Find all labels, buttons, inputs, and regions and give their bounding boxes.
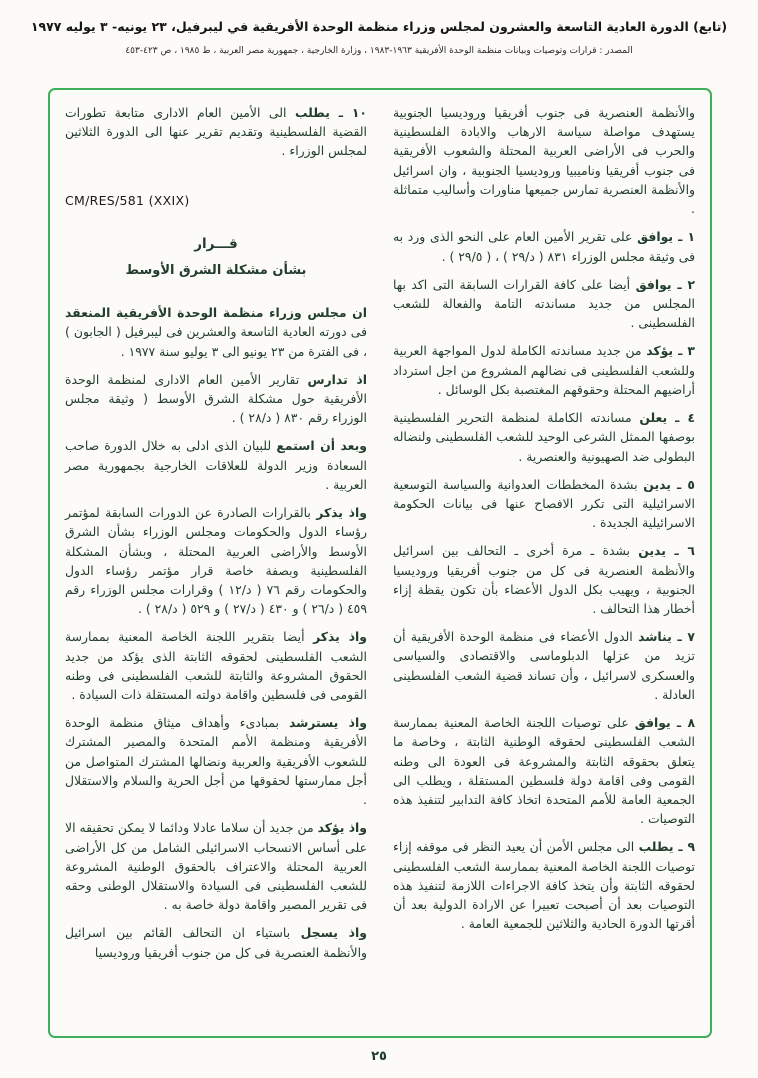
paragraph-text: على توصيات اللجنة الخاصة المعنية بممارسة الشعب الفلسطينى لحقوقه الوطنية الثابتة ، وخاصة ما يتعلق بحقوقه الثابتة والمشروعة فى العودة الى وطنه القومى وفى اقامة دولة فلسطين المستقلة ، ويطلب الى الجمعية العامة للأمم المتحدة اتخاذ كافة التدابير لتنفيذ هذه التوصيات . xyxy=(393,715,695,827)
paragraph-text: بشدة ـ مرة أخرى ـ التحالف بين اسرائيل والأنظمة العنصرية فى كل من جنوب أفريقيا وروديسيا الجنوبية ، ويهيب بكل الدول الأعضاء بأن تكون يقظة إزاء أخطار هذا التحالف . xyxy=(393,543,695,617)
paragraph xyxy=(393,103,695,218)
paragraph xyxy=(65,627,367,704)
paragraph xyxy=(393,713,695,828)
paragraph xyxy=(393,541,695,618)
paragraph-lead: ٦ ـ يدين xyxy=(638,543,695,559)
header-source-line: المصدر : قرارات وتوصيات وبيانات منظمة الوحدة الأفريقية ١٩٦٣-١٩٨٣ ، وزارة الخارجية ، جمهورية مصر العربية ، ط ١٩٨٥ ، ص ٤٢٣-٤٥٣ xyxy=(125,45,633,56)
paragraph-text: بالقرارات الصادرة عن الدورات السابقة لمؤتمر رؤساء الدول والحكومات ومجلس الوزراء بشأن الشرق الأوسط والأراضى العربية المحتلة ، وبشأن المشكلة الفلسطينية وبصفة خاصة قرار مؤتمر رؤساء الدول والحكومات رقم ٧٦ ( د/١٢ ) وقرارات مجلس الوزراء رقم ٤٥٩ ( د/٢٦ ) و ٤٣٠ ( د/٢٧ ) و ٥٢٩ ( د/٢٨ ) . xyxy=(65,505,367,617)
paragraph-lead: واذ يؤكد xyxy=(317,820,368,836)
paragraph xyxy=(65,923,367,961)
right-paragraph-list xyxy=(393,103,695,934)
paragraph-text: بمبادىء وأهداف ميثاق منظمة الوحدة الأفريقية ومنظمة الأمم المتحدة والمصير المشترك للشعوب الأفريقية والعربية ونضالها المشترك المتواصل من أجل ممارستها لحقوقها من أجل الحرية والسلام والاستقلال . xyxy=(65,715,367,808)
paragraph-lead: ٥ ـ يدين xyxy=(643,476,695,492)
paragraph-text: الدول الأعضاء فى منظمة الوحدة الأفريقية أن تزيد من عزلها الدبلوماسى والاقتصادى والسياسى والعسكرى لاسرائيل ، وأن تساند قضية الشعب الفلسطينى العادلة . xyxy=(393,629,695,702)
paragraph-lead: ٧ ـ يناشد xyxy=(638,629,695,645)
column-right xyxy=(393,103,695,1023)
column-left xyxy=(65,103,367,1023)
paragraph-text: من جديد أن سلاما عادلا ودائما لا يمكن تحقيقه الا على أساس الانسحاب الاسرائيلى الشامل من كل الأراضى العربية المحتلة والاعتراف بالحقوق الوطنية المشروعة للشعب الفلسطينى فى السيادة والاستقلال الوطنى وحقه فى تقرير المصير واقامة دولة خاصة به . xyxy=(65,820,367,913)
paragraph-text: على تقرير الأمين العام على النحو الذى ورد به فى وثيقة مجلس الوزراء ٨٣١ ( د/٢٩ ) ، ( ٢٩/٥ ) . xyxy=(393,229,695,264)
paragraph xyxy=(65,713,367,809)
text-columns xyxy=(65,103,695,1023)
paragraph-lead: واذ يسترشد xyxy=(288,715,367,731)
paragraph-lead: ٩ ـ يطلب xyxy=(638,839,696,855)
paragraph-text: باستياء ان التحالف القائم بين اسرائيل والأنظمة العنصرية فى كل من جنوب أفريقيا وروديسيا xyxy=(65,925,367,960)
paragraph xyxy=(393,341,695,399)
paragraph xyxy=(393,837,695,933)
paragraph-lead: ١ ـ يوافق xyxy=(637,229,696,245)
paragraph-text: الى مجلس الأمن أن يعيد النظر فى موقفه إزاء توصيات اللجنة الخاصة المعنية بممارسة الشعب الفلسطينى لحقوقه الثابتة وأن يتخذ كافة الاجراءات اللازمة لتنفيذ هذه التوصيات بعد أن أصبحت تعبيرا عن الارادة الدولية بعد أن أقرتها الدورة الحادية والثلاثين للجمعية العامة . xyxy=(393,839,695,932)
paragraph-lead: ١٠ ـ يطلب xyxy=(294,105,367,120)
paragraph-text: الى الأمين العام الادارى متابعة تطورات القضية الفلسطينية وتقديم تقرير عنها الى الدورة الثلاثين لمجلس الوزراء . xyxy=(65,105,367,159)
paragraph xyxy=(65,818,367,914)
paragraph-lead: ان مجلس وزراء منظمة الوحدة الأفريقية المنعقد xyxy=(65,305,367,321)
paragraph-text: والأنظمة العنصرية فى جنوب أفريقيا وروديسيا الجنوبية يستهدف مواصلة سياسة الارهاب والابادة الفلسطينية والحرب فى الأراضى العربية المحتلة والشعوب الأفريقية فى جنوب أفريقيا وناميبيا وروديسيا الجنوبية ، وان اسرائيل والأنظمة العنصرية تمارس جميعها مناورات وأساليب متماثلة . xyxy=(393,105,695,217)
page-number: ٢٥ xyxy=(371,1049,387,1064)
paragraph-lead: وبعد أن استمع xyxy=(276,438,367,454)
paragraph-text: تقارير الأمين العام الادارى لمنظمة الوحدة الأفريقية حول مشكلة الشرق الأوسط ( وثيقة مجلس الوزراء رقم ٨٣٠ ( د/٢٨ ) . xyxy=(65,371,367,426)
paragraph-lead: واذ يذكر xyxy=(316,505,367,521)
resolution-ref: CM/RES/581 (XXIX) xyxy=(65,192,190,208)
paragraph xyxy=(65,303,367,361)
paragraph xyxy=(393,227,695,265)
paragraph-text: مساندته الكاملة لمنظمة التحرير الفلسطينية بوصفها الممثل الشرعى الوحيد للشعب الفلسطينى ولنضاله البطولى ضد الصهيونية والعنصرية . xyxy=(393,410,695,464)
paragraph-text: بشدة المخططات العدوانية والسياسة التوسعية الاسرائيلية التى تكرر الافصاح عنها فى بيانات الحكومة الاسرائيلية الجديدة . xyxy=(393,476,695,531)
closing-item-paragraph xyxy=(65,103,367,161)
resolution-subtitle: بشأن مشكلة الشرق الأوسط xyxy=(125,262,307,278)
paragraph-lead: واذ يسجل xyxy=(300,925,367,941)
paragraph xyxy=(65,503,367,618)
paragraph xyxy=(393,627,695,704)
paragraph-text: للبيان الذى ادلى به خلال الدورة صاحب السعادة وزير الدولة للعلاقات الخارجية بجمهورية مصر العربية . xyxy=(65,438,367,492)
paragraph-text: من جديد مساندته الكاملة لدول المواجهة العربية وللشعب الفلسطينى فى نضالهم المشروع من اجل استرداد أراضيهم المحتلة وحقوقهم المغتصبة بكل الوسائل . xyxy=(393,343,695,397)
paragraph-text: أيضا على كافة القرارات السابقة التى اكد بها المجلس من جديد مساندته التامة والفعالة للشعب الفلسطينى . xyxy=(393,276,695,331)
left-paragraph-list xyxy=(65,303,367,962)
paragraph xyxy=(393,275,695,333)
paragraph xyxy=(393,475,695,533)
paragraph xyxy=(65,370,367,428)
resolution-title: قـــرار xyxy=(194,236,238,253)
paragraph-text: أيضا بتقرير اللجنة الخاصة المعنية بممارسة الشعب الفلسطينى لحقوقه الثابتة الذى يؤكد من جديد الحقوق المشروعة والثابتة للشعب الفلسطينى فى وطنه القومى فى فلسطين واقامة دولته المستقلة ذات السيادة . xyxy=(65,629,367,703)
paragraph-lead: ٤ ـ يعلن xyxy=(639,410,696,426)
paragraph xyxy=(65,436,367,494)
paragraph-lead: اذ تدارس xyxy=(307,371,367,387)
paragraph-lead: ٢ ـ يوافق xyxy=(635,276,696,292)
paragraph-lead: ٣ ـ يؤكد xyxy=(646,343,695,359)
paragraph-text: فى دورته العادية التاسعة والعشرين فى ليبرفيل ( الجابون ) ، فى الفترة من ٢٣ يونيو الى ٣ يوليو سنة ١٩٧٧ . xyxy=(65,324,367,359)
paragraph xyxy=(393,408,695,466)
page-header xyxy=(0,0,758,57)
paragraph-lead: واذ يذكر xyxy=(313,629,367,645)
paragraph-lead: ٨ ـ يوافق xyxy=(634,715,696,731)
header-session-line: (تابع) الدورة العادية التاسعة والعشرون لمجلس وزراء منظمة الوحدة الأفريقية في ليبرفيل، ٢٣ يونيه- ٣ يوليه ١٩٧٧ xyxy=(30,19,728,34)
document-frame xyxy=(48,88,712,1038)
